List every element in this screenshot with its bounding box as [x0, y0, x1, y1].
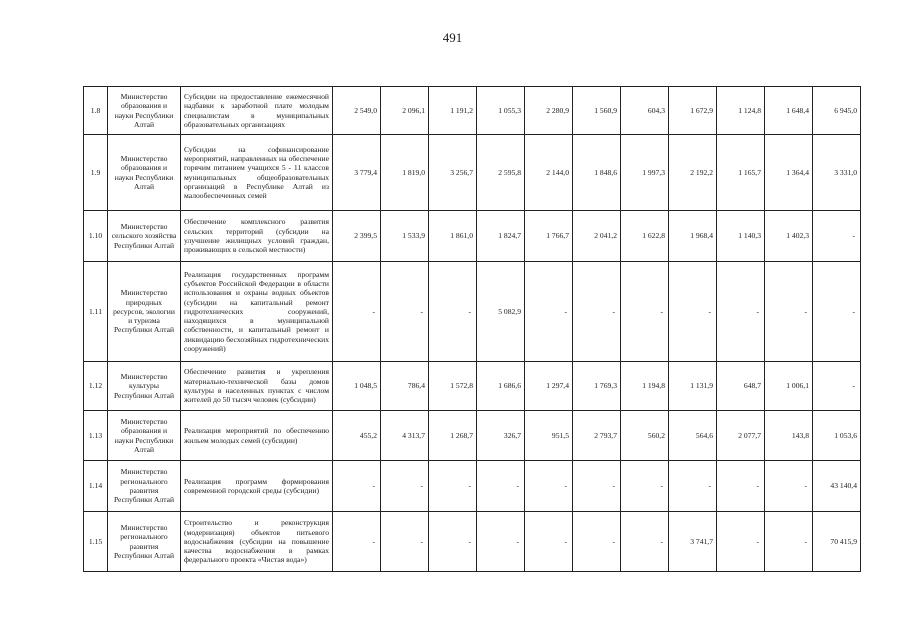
value-cell: 1 672,9: [669, 87, 717, 135]
value-cell: 1 402,3: [765, 211, 813, 262]
value-cell: -: [333, 512, 381, 572]
value-cell: 1 572,8: [429, 362, 477, 411]
measure-description: Обеспечение развития и укрепления материально-технической базы домов культуры в населенных пунктах с числом жителей до 50 тысяч человек (субсидии): [181, 362, 333, 411]
budget-table: [83, 86, 861, 572]
responsible-ministry: Министерство культуры Республики Алтай: [108, 362, 181, 411]
value-cell: 2 096,1: [381, 87, 429, 135]
responsible-ministry: Министерство регионального развития Республики Алтай: [108, 512, 181, 572]
row-number: 1.9: [84, 135, 108, 211]
value-cell: 786,4: [381, 362, 429, 411]
value-cell: 1 191,2: [429, 87, 477, 135]
measure-description: Строительство и реконструкция (модернизация) объектов питьевого водоснабжения (субсидии на повышение качества водоснабжения в рамках федерального проекта «Чистая вода»): [181, 512, 333, 572]
value-cell: 1 165,7: [717, 135, 765, 211]
row-number: 1.13: [84, 411, 108, 461]
value-cell: -: [525, 461, 573, 512]
responsible-ministry: Министерство регионального развития Республики Алтай: [108, 461, 181, 512]
value-cell: -: [573, 262, 621, 362]
value-cell: 1 006,1: [765, 362, 813, 411]
value-cell: 1 861,0: [429, 211, 477, 262]
value-cell: -: [621, 461, 669, 512]
value-cell: -: [477, 461, 525, 512]
responsible-ministry: Министерство образования и науки Республики Алтай: [108, 411, 181, 461]
value-cell: 1 140,3: [717, 211, 765, 262]
measure-description: Реализация программ формирования современной городской среды (субсидии): [181, 461, 333, 512]
value-cell: 564,6: [669, 411, 717, 461]
value-cell: 2 041,2: [573, 211, 621, 262]
table-row: [84, 135, 861, 211]
value-cell: -: [813, 362, 861, 411]
value-cell: -: [429, 512, 477, 572]
value-cell: 1 766,7: [525, 211, 573, 262]
row-number: 1.12: [84, 362, 108, 411]
value-cell: 1 124,8: [717, 87, 765, 135]
responsible-ministry: Министерство образования и науки Республики Алтай: [108, 135, 181, 211]
table-row: [84, 211, 861, 262]
measure-description: Реализация мероприятий по обеспечению жильем молодых семей (субсидии): [181, 411, 333, 461]
row-number: 1.10: [84, 211, 108, 262]
value-cell: 455,2: [333, 411, 381, 461]
value-cell: 2 077,7: [717, 411, 765, 461]
value-cell: 1 824,7: [477, 211, 525, 262]
value-cell: 3 256,7: [429, 135, 477, 211]
value-cell: 2 280,9: [525, 87, 573, 135]
value-cell: 1 194,8: [621, 362, 669, 411]
value-cell: -: [525, 262, 573, 362]
value-cell: 1 560,9: [573, 87, 621, 135]
row-number: 1.14: [84, 461, 108, 512]
table-row: [84, 362, 861, 411]
value-cell: -: [333, 262, 381, 362]
value-cell: -: [429, 461, 477, 512]
responsible-ministry: Министерство сельского хозяйства Республики Алтай: [108, 211, 181, 262]
value-cell: 951,5: [525, 411, 573, 461]
value-cell: 3 331,0: [813, 135, 861, 211]
value-cell: -: [381, 461, 429, 512]
table-row: [84, 262, 861, 362]
table-row: [84, 411, 861, 461]
value-cell: -: [381, 512, 429, 572]
value-cell: 1 622,8: [621, 211, 669, 262]
value-cell: 1 268,7: [429, 411, 477, 461]
value-cell: 1 819,0: [381, 135, 429, 211]
value-cell: -: [813, 211, 861, 262]
table-row: [84, 461, 861, 512]
value-cell: -: [621, 262, 669, 362]
value-cell: 1 686,6: [477, 362, 525, 411]
value-cell: -: [717, 262, 765, 362]
value-cell: 1 131,9: [669, 362, 717, 411]
value-cell: -: [813, 262, 861, 362]
value-cell: 1 055,3: [477, 87, 525, 135]
value-cell: -: [717, 461, 765, 512]
value-cell: -: [621, 512, 669, 572]
table-row: [84, 87, 861, 135]
value-cell: -: [765, 461, 813, 512]
value-cell: -: [333, 461, 381, 512]
value-cell: 6 945,0: [813, 87, 861, 135]
responsible-ministry: Министерство природных ресурсов, экологии и туризма Республики Алтай: [108, 262, 181, 362]
value-cell: -: [765, 262, 813, 362]
value-cell: -: [717, 512, 765, 572]
value-cell: -: [765, 512, 813, 572]
row-number: 1.15: [84, 512, 108, 572]
value-cell: 143,8: [765, 411, 813, 461]
value-cell: 1 997,3: [621, 135, 669, 211]
value-cell: 2 399,5: [333, 211, 381, 262]
value-cell: 43 140,4: [813, 461, 861, 512]
value-cell: -: [381, 262, 429, 362]
value-cell: 648,7: [717, 362, 765, 411]
value-cell: 1 769,3: [573, 362, 621, 411]
value-cell: 1 648,4: [765, 87, 813, 135]
row-number: 1.11: [84, 262, 108, 362]
value-cell: 2 144,0: [525, 135, 573, 211]
table-row: [84, 512, 861, 572]
value-cell: 2 549,0: [333, 87, 381, 135]
value-cell: 326,7: [477, 411, 525, 461]
measure-description: Субсидии на софинансирование мероприятий, направленных на обеспечение горячим питанием учащихся 5 - 11 классов муниципальных общеобразовательных организаций в Республике Алтай из малообеспеченных семей: [181, 135, 333, 211]
value-cell: 1 848,6: [573, 135, 621, 211]
value-cell: 3 741,7: [669, 512, 717, 572]
value-cell: -: [573, 512, 621, 572]
value-cell: 1 533,9: [381, 211, 429, 262]
value-cell: -: [669, 262, 717, 362]
value-cell: 1 297,4: [525, 362, 573, 411]
value-cell: 1 048,5: [333, 362, 381, 411]
value-cell: 2 793,7: [573, 411, 621, 461]
value-cell: 560,2: [621, 411, 669, 461]
measure-description: Реализация государственных программ субъектов Российской Федерации в области использования и охраны водных объектов (субсидии на капитальный ремонт гидротехнических сооружений, находящихся в муниципальной собственности, и капитальный ремонт и ликвидацию бесхозяйных гидротехнических сооружений): [181, 262, 333, 362]
value-cell: -: [429, 262, 477, 362]
value-cell: -: [477, 512, 525, 572]
measure-description: Обеспечение комплексного развития сельских территорий (субсидии на улучшение жилищных условий граждан, проживающих в сельской местности): [181, 211, 333, 262]
page-number: 491: [442, 30, 463, 45]
value-cell: 1 968,4: [669, 211, 717, 262]
value-cell: -: [525, 512, 573, 572]
value-cell: 1 053,6: [813, 411, 861, 461]
value-cell: -: [573, 461, 621, 512]
row-number: 1.8: [84, 87, 108, 135]
value-cell: -: [669, 461, 717, 512]
responsible-ministry: Министерство образования и науки Республики Алтай: [108, 87, 181, 135]
value-cell: 2 595,8: [477, 135, 525, 211]
value-cell: 70 415,9: [813, 512, 861, 572]
measure-description: Субсидии на предоставление ежемесячной надбавки к заработной плате молодым специалистам в муниципальных образовательных организациях: [181, 87, 333, 135]
value-cell: 4 313,7: [381, 411, 429, 461]
value-cell: 604,3: [621, 87, 669, 135]
value-cell: 3 779,4: [333, 135, 381, 211]
value-cell: 1 364,4: [765, 135, 813, 211]
value-cell: 5 082,9: [477, 262, 525, 362]
value-cell: 2 192,2: [669, 135, 717, 211]
